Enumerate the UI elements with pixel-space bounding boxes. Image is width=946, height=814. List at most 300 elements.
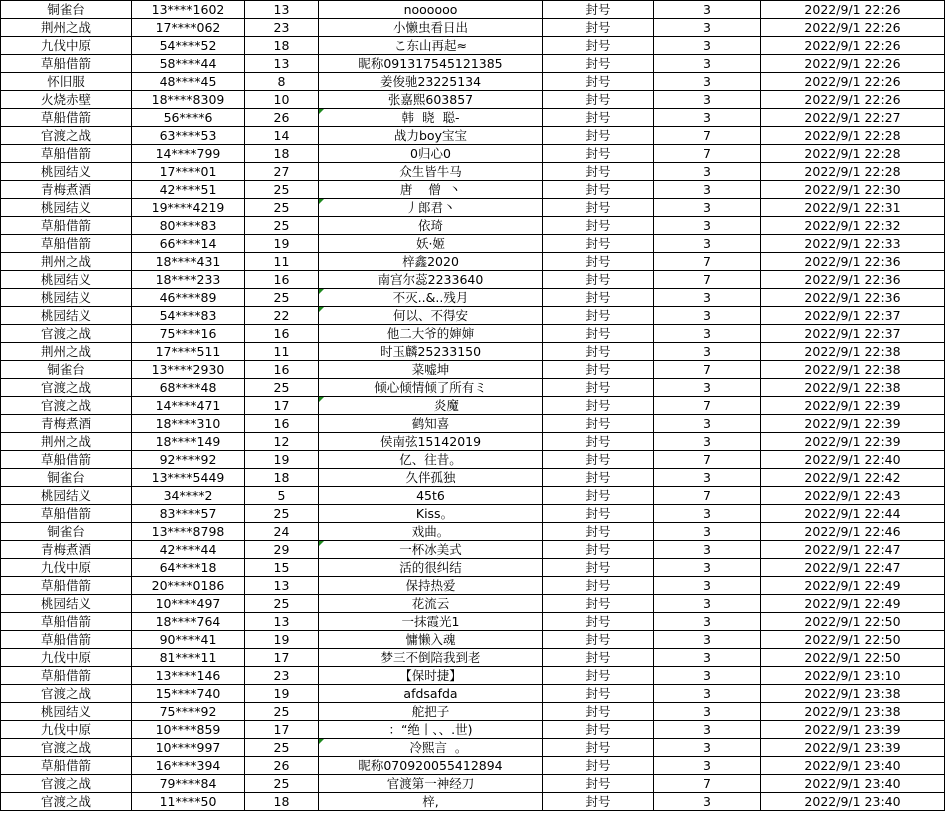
level-cell[interactable]: 25 (245, 739, 319, 757)
phone-cell[interactable]: 16****394 (132, 757, 245, 775)
nickname-cell[interactable]: 戏曲。 (319, 523, 543, 541)
ban-days-cell[interactable]: 3 (654, 577, 761, 595)
ban-days-cell[interactable]: 3 (654, 325, 761, 343)
level-cell[interactable]: 13 (245, 577, 319, 595)
status-cell[interactable]: 封号 (543, 217, 654, 235)
level-cell[interactable]: 25 (245, 703, 319, 721)
server-cell[interactable]: 火烧赤壁 (1, 91, 132, 109)
nickname-cell[interactable]: 花流云 (319, 595, 543, 613)
phone-cell[interactable]: 34****2 (132, 487, 245, 505)
nickname-cell[interactable]: 小懒虫看日出 (319, 19, 543, 37)
server-cell[interactable]: 官渡之战 (1, 397, 132, 415)
level-cell[interactable]: 18 (245, 37, 319, 55)
timestamp-cell[interactable]: 2022/9/1 23:38 (761, 685, 945, 703)
phone-cell[interactable]: 54****83 (132, 307, 245, 325)
ban-days-cell[interactable]: 3 (654, 721, 761, 739)
level-cell[interactable]: 25 (245, 775, 319, 793)
level-cell[interactable]: 25 (245, 289, 319, 307)
status-cell[interactable]: 封号 (543, 577, 654, 595)
timestamp-cell[interactable]: 2022/9/1 22:26 (761, 91, 945, 109)
status-cell[interactable]: 封号 (543, 739, 654, 757)
timestamp-cell[interactable]: 2022/9/1 22:37 (761, 307, 945, 325)
status-cell[interactable]: 封号 (543, 559, 654, 577)
status-cell[interactable]: 封号 (543, 307, 654, 325)
nickname-cell[interactable]: 45t6 (319, 487, 543, 505)
level-cell[interactable]: 16 (245, 325, 319, 343)
timestamp-cell[interactable]: 2022/9/1 22:50 (761, 649, 945, 667)
timestamp-cell[interactable]: 2022/9/1 22:42 (761, 469, 945, 487)
ban-days-cell[interactable]: 3 (654, 685, 761, 703)
phone-cell[interactable]: 63****53 (132, 127, 245, 145)
nickname-cell[interactable]: noooooo (319, 1, 543, 19)
status-cell[interactable]: 封号 (543, 343, 654, 361)
nickname-cell[interactable]: 舵把子 (319, 703, 543, 721)
timestamp-cell[interactable]: 2022/9/1 23:40 (761, 775, 945, 793)
nickname-cell[interactable]: 0归心0 (319, 145, 543, 163)
status-cell[interactable]: 封号 (543, 235, 654, 253)
ban-days-cell[interactable]: 3 (654, 667, 761, 685)
phone-cell[interactable]: 75****16 (132, 325, 245, 343)
server-cell[interactable]: 九伐中原 (1, 649, 132, 667)
timestamp-cell[interactable]: 2022/9/1 22:43 (761, 487, 945, 505)
nickname-cell[interactable]: 一抹霞光1 (319, 613, 543, 631)
status-cell[interactable]: 封号 (543, 649, 654, 667)
phone-cell[interactable]: 80****83 (132, 217, 245, 235)
status-cell[interactable]: 封号 (543, 451, 654, 469)
nickname-cell[interactable]: 丿郎君丶 (319, 199, 543, 217)
server-cell[interactable]: 草船借箭 (1, 109, 132, 127)
phone-cell[interactable]: 13****2930 (132, 361, 245, 379)
ban-days-cell[interactable]: 7 (654, 775, 761, 793)
server-cell[interactable]: 桃园结义 (1, 703, 132, 721)
timestamp-cell[interactable]: 2022/9/1 22:36 (761, 271, 945, 289)
level-cell[interactable]: 8 (245, 73, 319, 91)
phone-cell[interactable]: 56****6 (132, 109, 245, 127)
server-cell[interactable]: 桃园结义 (1, 307, 132, 325)
timestamp-cell[interactable]: 2022/9/1 22:26 (761, 73, 945, 91)
level-cell[interactable]: 23 (245, 19, 319, 37)
status-cell[interactable]: 封号 (543, 505, 654, 523)
level-cell[interactable]: 26 (245, 109, 319, 127)
server-cell[interactable]: 草船借箭 (1, 631, 132, 649)
status-cell[interactable]: 封号 (543, 487, 654, 505)
nickname-cell[interactable]: 梓鑫2020 (319, 253, 543, 271)
server-cell[interactable]: 铜雀台 (1, 523, 132, 541)
level-cell[interactable]: 11 (245, 343, 319, 361)
phone-cell[interactable]: 18****233 (132, 271, 245, 289)
server-cell[interactable]: 草船借箭 (1, 235, 132, 253)
level-cell[interactable]: 24 (245, 523, 319, 541)
phone-cell[interactable]: 64****18 (132, 559, 245, 577)
ban-days-cell[interactable]: 3 (654, 559, 761, 577)
phone-cell[interactable]: 14****799 (132, 145, 245, 163)
phone-cell[interactable]: 68****48 (132, 379, 245, 397)
server-cell[interactable]: 草船借箭 (1, 505, 132, 523)
status-cell[interactable]: 封号 (543, 109, 654, 127)
server-cell[interactable]: 桃园结义 (1, 487, 132, 505)
status-cell[interactable]: 封号 (543, 289, 654, 307)
ban-days-cell[interactable]: 3 (654, 55, 761, 73)
server-cell[interactable]: 九伐中原 (1, 559, 132, 577)
status-cell[interactable]: 封号 (543, 595, 654, 613)
timestamp-cell[interactable]: 2022/9/1 23:39 (761, 721, 945, 739)
ban-days-cell[interactable]: 7 (654, 271, 761, 289)
nickname-cell[interactable]: 南宫尔蕊2233640 (319, 271, 543, 289)
server-cell[interactable]: 官渡之战 (1, 325, 132, 343)
ban-days-cell[interactable]: 3 (654, 595, 761, 613)
server-cell[interactable]: 桃园结义 (1, 163, 132, 181)
server-cell[interactable]: 草船借箭 (1, 613, 132, 631)
timestamp-cell[interactable]: 2022/9/1 22:47 (761, 541, 945, 559)
server-cell[interactable]: 青梅煮酒 (1, 541, 132, 559)
nickname-cell[interactable]: 梓, (319, 793, 543, 811)
server-cell[interactable]: 草船借箭 (1, 145, 132, 163)
ban-days-cell[interactable]: 3 (654, 469, 761, 487)
timestamp-cell[interactable]: 2022/9/1 22:40 (761, 451, 945, 469)
nickname-cell[interactable]: 保持热爱 (319, 577, 543, 595)
phone-cell[interactable]: 10****997 (132, 739, 245, 757)
ban-days-cell[interactable]: 3 (654, 703, 761, 721)
status-cell[interactable]: 封号 (543, 73, 654, 91)
timestamp-cell[interactable]: 2022/9/1 22:26 (761, 55, 945, 73)
ban-days-cell[interactable]: 3 (654, 631, 761, 649)
server-cell[interactable]: 荆州之战 (1, 253, 132, 271)
timestamp-cell[interactable]: 2022/9/1 22:32 (761, 217, 945, 235)
level-cell[interactable]: 5 (245, 487, 319, 505)
server-cell[interactable]: 青梅煮酒 (1, 415, 132, 433)
server-cell[interactable]: 官渡之战 (1, 739, 132, 757)
nickname-cell[interactable]: 他二大爷的婶婶 (319, 325, 543, 343)
ban-days-cell[interactable]: 3 (654, 307, 761, 325)
status-cell[interactable]: 封号 (543, 541, 654, 559)
ban-days-cell[interactable]: 3 (654, 109, 761, 127)
timestamp-cell[interactable]: 2022/9/1 22:30 (761, 181, 945, 199)
phone-cell[interactable]: 18****8309 (132, 91, 245, 109)
ban-days-cell[interactable]: 3 (654, 343, 761, 361)
level-cell[interactable]: 15 (245, 559, 319, 577)
nickname-cell[interactable]: 鹤知喜 (319, 415, 543, 433)
server-cell[interactable]: 草船借箭 (1, 451, 132, 469)
status-cell[interactable]: 封号 (543, 271, 654, 289)
level-cell[interactable]: 19 (245, 451, 319, 469)
ban-days-cell[interactable]: 7 (654, 127, 761, 145)
level-cell[interactable]: 16 (245, 271, 319, 289)
ban-days-cell[interactable]: 3 (654, 433, 761, 451)
ban-days-cell[interactable]: 7 (654, 397, 761, 415)
timestamp-cell[interactable]: 2022/9/1 22:49 (761, 595, 945, 613)
server-cell[interactable]: 草船借箭 (1, 577, 132, 595)
phone-cell[interactable]: 42****51 (132, 181, 245, 199)
server-cell[interactable]: 桃园结义 (1, 595, 132, 613)
nickname-cell[interactable]: 姜俊驰23225134 (319, 73, 543, 91)
nickname-cell[interactable]: 韩 晓 聪- (319, 109, 543, 127)
phone-cell[interactable]: 15****740 (132, 685, 245, 703)
nickname-cell[interactable]: 侯南弦15142019 (319, 433, 543, 451)
level-cell[interactable]: 23 (245, 667, 319, 685)
status-cell[interactable]: 封号 (543, 415, 654, 433)
level-cell[interactable]: 17 (245, 397, 319, 415)
status-cell[interactable]: 封号 (543, 91, 654, 109)
phone-cell[interactable]: 90****41 (132, 631, 245, 649)
nickname-cell[interactable]: 时玉麟25233150 (319, 343, 543, 361)
phone-cell[interactable]: 92****92 (132, 451, 245, 469)
ban-days-cell[interactable]: 3 (654, 523, 761, 541)
status-cell[interactable]: 封号 (543, 55, 654, 73)
phone-cell[interactable]: 48****45 (132, 73, 245, 91)
level-cell[interactable]: 17 (245, 649, 319, 667)
nickname-cell[interactable]: afdsafda (319, 685, 543, 703)
server-cell[interactable]: 荆州之战 (1, 19, 132, 37)
timestamp-cell[interactable]: 2022/9/1 22:27 (761, 109, 945, 127)
server-cell[interactable]: 草船借箭 (1, 667, 132, 685)
timestamp-cell[interactable]: 2022/9/1 22:28 (761, 145, 945, 163)
phone-cell[interactable]: 11****50 (132, 793, 245, 811)
status-cell[interactable]: 封号 (543, 613, 654, 631)
level-cell[interactable]: 19 (245, 685, 319, 703)
nickname-cell[interactable]: 依琦 (319, 217, 543, 235)
server-cell[interactable]: 桃园结义 (1, 289, 132, 307)
nickname-cell[interactable]: 一杯冰美式 (319, 541, 543, 559)
server-cell[interactable]: 九伐中原 (1, 37, 132, 55)
level-cell[interactable]: 22 (245, 307, 319, 325)
level-cell[interactable]: 16 (245, 415, 319, 433)
ban-days-cell[interactable]: 3 (654, 199, 761, 217)
level-cell[interactable]: 25 (245, 181, 319, 199)
timestamp-cell[interactable]: 2022/9/1 22:28 (761, 127, 945, 145)
nickname-cell[interactable]: 张嘉熙603857 (319, 91, 543, 109)
ban-days-cell[interactable]: 3 (654, 649, 761, 667)
timestamp-cell[interactable]: 2022/9/1 23:10 (761, 667, 945, 685)
level-cell[interactable]: 19 (245, 235, 319, 253)
nickname-cell[interactable]: 战力boy宝宝 (319, 127, 543, 145)
timestamp-cell[interactable]: 2022/9/1 22:26 (761, 37, 945, 55)
level-cell[interactable]: 26 (245, 757, 319, 775)
server-cell[interactable]: 桃园结义 (1, 271, 132, 289)
nickname-cell[interactable]: 昵称091317545121385 (319, 55, 543, 73)
timestamp-cell[interactable]: 2022/9/1 22:39 (761, 415, 945, 433)
level-cell[interactable]: 13 (245, 1, 319, 19)
status-cell[interactable]: 封号 (543, 721, 654, 739)
level-cell[interactable]: 17 (245, 721, 319, 739)
phone-cell[interactable]: 17****511 (132, 343, 245, 361)
timestamp-cell[interactable]: 2022/9/1 22:39 (761, 433, 945, 451)
nickname-cell[interactable]: 唐 僧 丶 (319, 181, 543, 199)
nickname-cell[interactable]: 不灭..&..残月 (319, 289, 543, 307)
nickname-cell[interactable]: 昵称070920055412894 (319, 757, 543, 775)
phone-cell[interactable]: 14****471 (132, 397, 245, 415)
level-cell[interactable]: 27 (245, 163, 319, 181)
phone-cell[interactable]: 83****57 (132, 505, 245, 523)
status-cell[interactable]: 封号 (543, 325, 654, 343)
ban-days-cell[interactable]: 3 (654, 217, 761, 235)
phone-cell[interactable]: 54****52 (132, 37, 245, 55)
server-cell[interactable]: 荆州之战 (1, 433, 132, 451)
phone-cell[interactable]: 46****89 (132, 289, 245, 307)
level-cell[interactable]: 14 (245, 127, 319, 145)
nickname-cell[interactable]: Kiss。 (319, 505, 543, 523)
timestamp-cell[interactable]: 2022/9/1 22:50 (761, 613, 945, 631)
ban-days-cell[interactable]: 3 (654, 181, 761, 199)
ban-days-cell[interactable]: 7 (654, 361, 761, 379)
phone-cell[interactable]: 10****497 (132, 595, 245, 613)
server-cell[interactable]: 荆州之战 (1, 343, 132, 361)
server-cell[interactable]: 官渡之战 (1, 775, 132, 793)
server-cell[interactable]: 官渡之战 (1, 379, 132, 397)
server-cell[interactable]: 青梅煮酒 (1, 181, 132, 199)
nickname-cell[interactable]: 众生皆牛马 (319, 163, 543, 181)
ban-days-cell[interactable]: 7 (654, 253, 761, 271)
nickname-cell[interactable]: 久伴孤独 (319, 469, 543, 487)
nickname-cell[interactable]: 官渡第一神经刀 (319, 775, 543, 793)
phone-cell[interactable]: 10****859 (132, 721, 245, 739)
timestamp-cell[interactable]: 2022/9/1 22:46 (761, 523, 945, 541)
timestamp-cell[interactable]: 2022/9/1 22:38 (761, 379, 945, 397)
server-cell[interactable]: 桃园结义 (1, 199, 132, 217)
status-cell[interactable]: 封号 (543, 37, 654, 55)
timestamp-cell[interactable]: 2022/9/1 23:38 (761, 703, 945, 721)
level-cell[interactable]: 25 (245, 379, 319, 397)
timestamp-cell[interactable]: 2022/9/1 22:39 (761, 397, 945, 415)
status-cell[interactable]: 封号 (543, 667, 654, 685)
nickname-cell[interactable]: 慵懒入魂 (319, 631, 543, 649)
status-cell[interactable]: 封号 (543, 361, 654, 379)
phone-cell[interactable]: 18****764 (132, 613, 245, 631)
level-cell[interactable]: 12 (245, 433, 319, 451)
ban-days-cell[interactable]: 3 (654, 1, 761, 19)
status-cell[interactable]: 封号 (543, 199, 654, 217)
status-cell[interactable]: 封号 (543, 163, 654, 181)
nickname-cell[interactable]: 亿、往昔。 (319, 451, 543, 469)
status-cell[interactable]: 封号 (543, 433, 654, 451)
status-cell[interactable]: 封号 (543, 127, 654, 145)
phone-cell[interactable]: 75****92 (132, 703, 245, 721)
server-cell[interactable]: 铜雀台 (1, 1, 132, 19)
server-cell[interactable]: 铜雀台 (1, 361, 132, 379)
level-cell[interactable]: 18 (245, 469, 319, 487)
ban-days-cell[interactable]: 3 (654, 163, 761, 181)
nickname-cell[interactable]: 冷熙言 。 (319, 739, 543, 757)
phone-cell[interactable]: 19****4219 (132, 199, 245, 217)
phone-cell[interactable]: 18****431 (132, 253, 245, 271)
timestamp-cell[interactable]: 2022/9/1 22:26 (761, 19, 945, 37)
level-cell[interactable]: 13 (245, 613, 319, 631)
level-cell[interactable]: 18 (245, 145, 319, 163)
nickname-cell[interactable]: 妖·姬 (319, 235, 543, 253)
level-cell[interactable]: 18 (245, 793, 319, 811)
ban-days-cell[interactable]: 3 (654, 613, 761, 631)
phone-cell[interactable]: 20****0186 (132, 577, 245, 595)
ban-days-cell[interactable]: 3 (654, 739, 761, 757)
timestamp-cell[interactable]: 2022/9/1 23:40 (761, 793, 945, 811)
nickname-cell[interactable]: 【保时捷】 (319, 667, 543, 685)
status-cell[interactable]: 封号 (543, 379, 654, 397)
timestamp-cell[interactable]: 2022/9/1 22:33 (761, 235, 945, 253)
status-cell[interactable]: 封号 (543, 703, 654, 721)
phone-cell[interactable]: 13****1602 (132, 1, 245, 19)
ban-days-cell[interactable]: 3 (654, 19, 761, 37)
level-cell[interactable]: 16 (245, 361, 319, 379)
server-cell[interactable]: 草船借箭 (1, 55, 132, 73)
ban-days-cell[interactable]: 3 (654, 757, 761, 775)
server-cell[interactable]: 官渡之战 (1, 127, 132, 145)
status-cell[interactable]: 封号 (543, 397, 654, 415)
level-cell[interactable]: 25 (245, 217, 319, 235)
status-cell[interactable]: 封号 (543, 775, 654, 793)
status-cell[interactable]: 封号 (543, 793, 654, 811)
timestamp-cell[interactable]: 2022/9/1 22:50 (761, 631, 945, 649)
status-cell[interactable]: 封号 (543, 523, 654, 541)
ban-days-cell[interactable]: 3 (654, 415, 761, 433)
level-cell[interactable]: 11 (245, 253, 319, 271)
ban-days-cell[interactable]: 3 (654, 73, 761, 91)
status-cell[interactable]: 封号 (543, 631, 654, 649)
ban-days-cell[interactable]: 3 (654, 235, 761, 253)
nickname-cell[interactable]: 炎魔 (319, 397, 543, 415)
server-cell[interactable]: 九伐中原 (1, 721, 132, 739)
server-cell[interactable]: 铜雀台 (1, 469, 132, 487)
server-cell[interactable]: 官渡之战 (1, 685, 132, 703)
server-cell[interactable]: 官渡之战 (1, 793, 132, 811)
timestamp-cell[interactable]: 2022/9/1 22:37 (761, 325, 945, 343)
phone-cell[interactable]: 66****14 (132, 235, 245, 253)
server-cell[interactable]: 草船借箭 (1, 757, 132, 775)
ban-days-cell[interactable]: 3 (654, 793, 761, 811)
timestamp-cell[interactable]: 2022/9/1 23:40 (761, 757, 945, 775)
phone-cell[interactable]: 81****11 (132, 649, 245, 667)
timestamp-cell[interactable]: 2022/9/1 22:38 (761, 343, 945, 361)
server-cell[interactable]: 草船借箭 (1, 217, 132, 235)
phone-cell[interactable]: 18****310 (132, 415, 245, 433)
nickname-cell[interactable]: 活的很纠结 (319, 559, 543, 577)
nickname-cell[interactable]: 何以、不得安 (319, 307, 543, 325)
phone-cell[interactable]: 13****146 (132, 667, 245, 685)
ban-days-cell[interactable]: 3 (654, 289, 761, 307)
timestamp-cell[interactable]: 2022/9/1 22:47 (761, 559, 945, 577)
nickname-cell[interactable]: 倾心倾情倾了所有ミ (319, 379, 543, 397)
nickname-cell[interactable]: 菜嘘坤 (319, 361, 543, 379)
timestamp-cell[interactable]: 2022/9/1 22:36 (761, 289, 945, 307)
ban-days-cell[interactable]: 7 (654, 451, 761, 469)
status-cell[interactable]: 封号 (543, 469, 654, 487)
ban-days-cell[interactable]: 7 (654, 145, 761, 163)
phone-cell[interactable]: 42****44 (132, 541, 245, 559)
status-cell[interactable]: 封号 (543, 181, 654, 199)
status-cell[interactable]: 封号 (543, 685, 654, 703)
level-cell[interactable]: 25 (245, 505, 319, 523)
timestamp-cell[interactable]: 2022/9/1 22:38 (761, 361, 945, 379)
ban-days-cell[interactable]: 7 (654, 487, 761, 505)
phone-cell[interactable]: 17****01 (132, 163, 245, 181)
timestamp-cell[interactable]: 2022/9/1 22:28 (761, 163, 945, 181)
status-cell[interactable]: 封号 (543, 145, 654, 163)
timestamp-cell[interactable]: 2022/9/1 22:49 (761, 577, 945, 595)
level-cell[interactable]: 10 (245, 91, 319, 109)
level-cell[interactable]: 29 (245, 541, 319, 559)
timestamp-cell[interactable]: 2022/9/1 22:36 (761, 253, 945, 271)
timestamp-cell[interactable]: 2022/9/1 23:39 (761, 739, 945, 757)
status-cell[interactable]: 封号 (543, 19, 654, 37)
status-cell[interactable]: 封号 (543, 1, 654, 19)
timestamp-cell[interactable]: 2022/9/1 22:31 (761, 199, 945, 217)
server-cell[interactable]: 怀旧服 (1, 73, 132, 91)
ban-days-cell[interactable]: 3 (654, 91, 761, 109)
status-cell[interactable]: 封号 (543, 757, 654, 775)
nickname-cell[interactable]: ：“绝丨、、.世) (319, 721, 543, 739)
timestamp-cell[interactable]: 2022/9/1 22:26 (761, 1, 945, 19)
phone-cell[interactable]: 18****149 (132, 433, 245, 451)
level-cell[interactable]: 25 (245, 595, 319, 613)
timestamp-cell[interactable]: 2022/9/1 22:44 (761, 505, 945, 523)
